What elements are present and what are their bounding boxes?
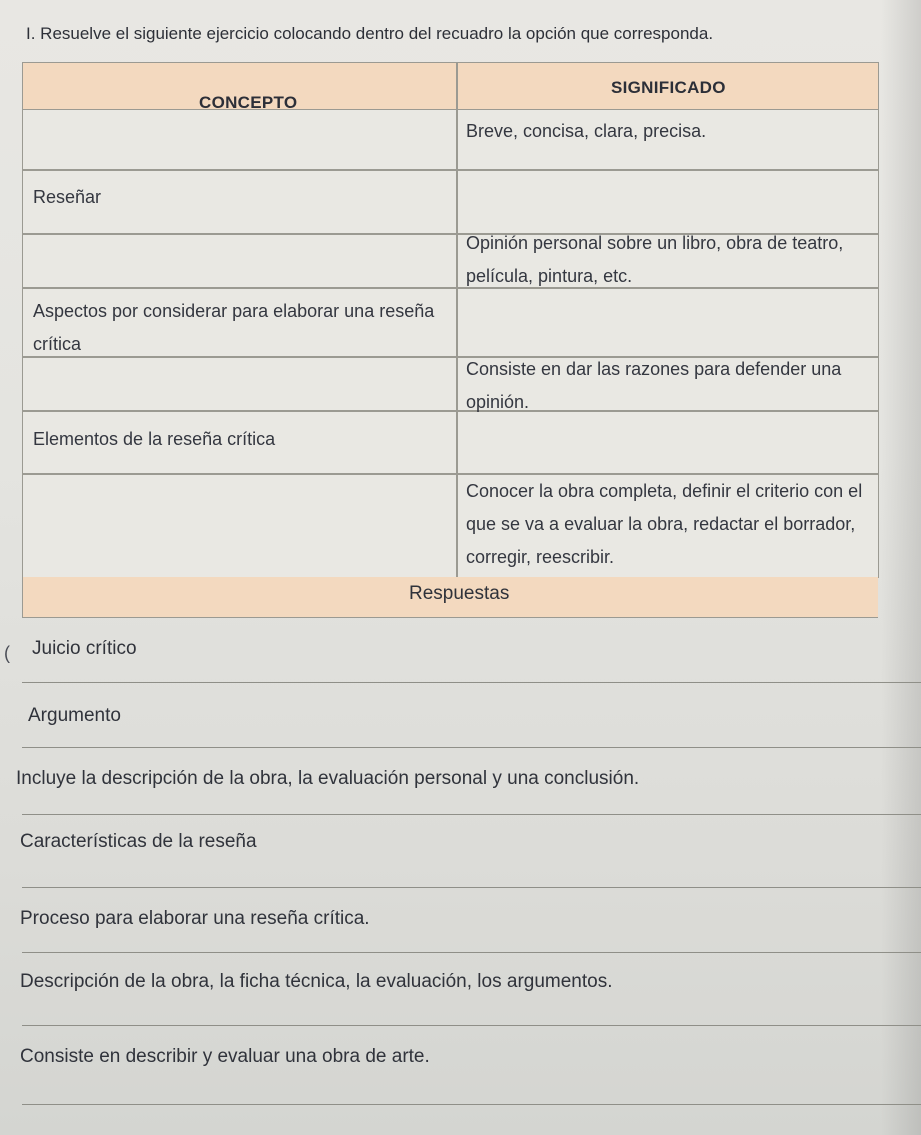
- answer-item: Descripción de la obra, la ficha técnica, la evaluación, los argumentos.: [22, 953, 921, 1026]
- table-cell-significado: Consiste en dar las razones para defender una opinión.: [466, 359, 842, 412]
- table-cell-concepto: Elementos de la reseña crítica: [33, 429, 276, 449]
- pencil-mark: (: [4, 643, 10, 663]
- answer-item: Argumento: [22, 683, 921, 748]
- table-cell-significado: Opinión personal sobre un libro, obra de teatro, película, pintura, etc.: [466, 233, 844, 286]
- row-divider: [23, 169, 878, 171]
- answers-title: Respuestas: [409, 583, 510, 604]
- table-cell-significado: Conocer la obra completa, definir el criterio con el que se va a evaluar la obra, redactar el borrador, corregir, reescribir.: [466, 481, 863, 567]
- answer-item: Consiste en describir y evaluar una obra de arte.: [22, 1026, 921, 1105]
- concept-table: [22, 62, 879, 578]
- answer-item: Proceso para elaborar una reseña crítica.: [22, 888, 921, 953]
- table-cell-concepto: Reseñar: [33, 187, 102, 207]
- table-cell-concepto: Aspectos por considerar para elaborar una reseña crítica: [33, 301, 435, 354]
- answers-header: [22, 577, 878, 618]
- table-header: [23, 63, 878, 110]
- header-concepto: CONCEPTO: [199, 93, 298, 112]
- header-significado: SIGNIFICADO: [611, 78, 726, 97]
- instruction-text: I. Resuelve el siguiente ejercicio colocando dentro del recuadro la opción que corresponda.: [26, 24, 714, 43]
- table-cell-significado: Breve, concisa, clara, precisa.: [466, 121, 707, 141]
- column-divider: [456, 63, 458, 577]
- answer-item: Juicio crítico: [22, 618, 921, 683]
- answer-item: Incluye la descripción de la obra, la evaluación personal y una conclusión.: [22, 748, 921, 815]
- answer-item: Características de la reseña: [22, 815, 921, 888]
